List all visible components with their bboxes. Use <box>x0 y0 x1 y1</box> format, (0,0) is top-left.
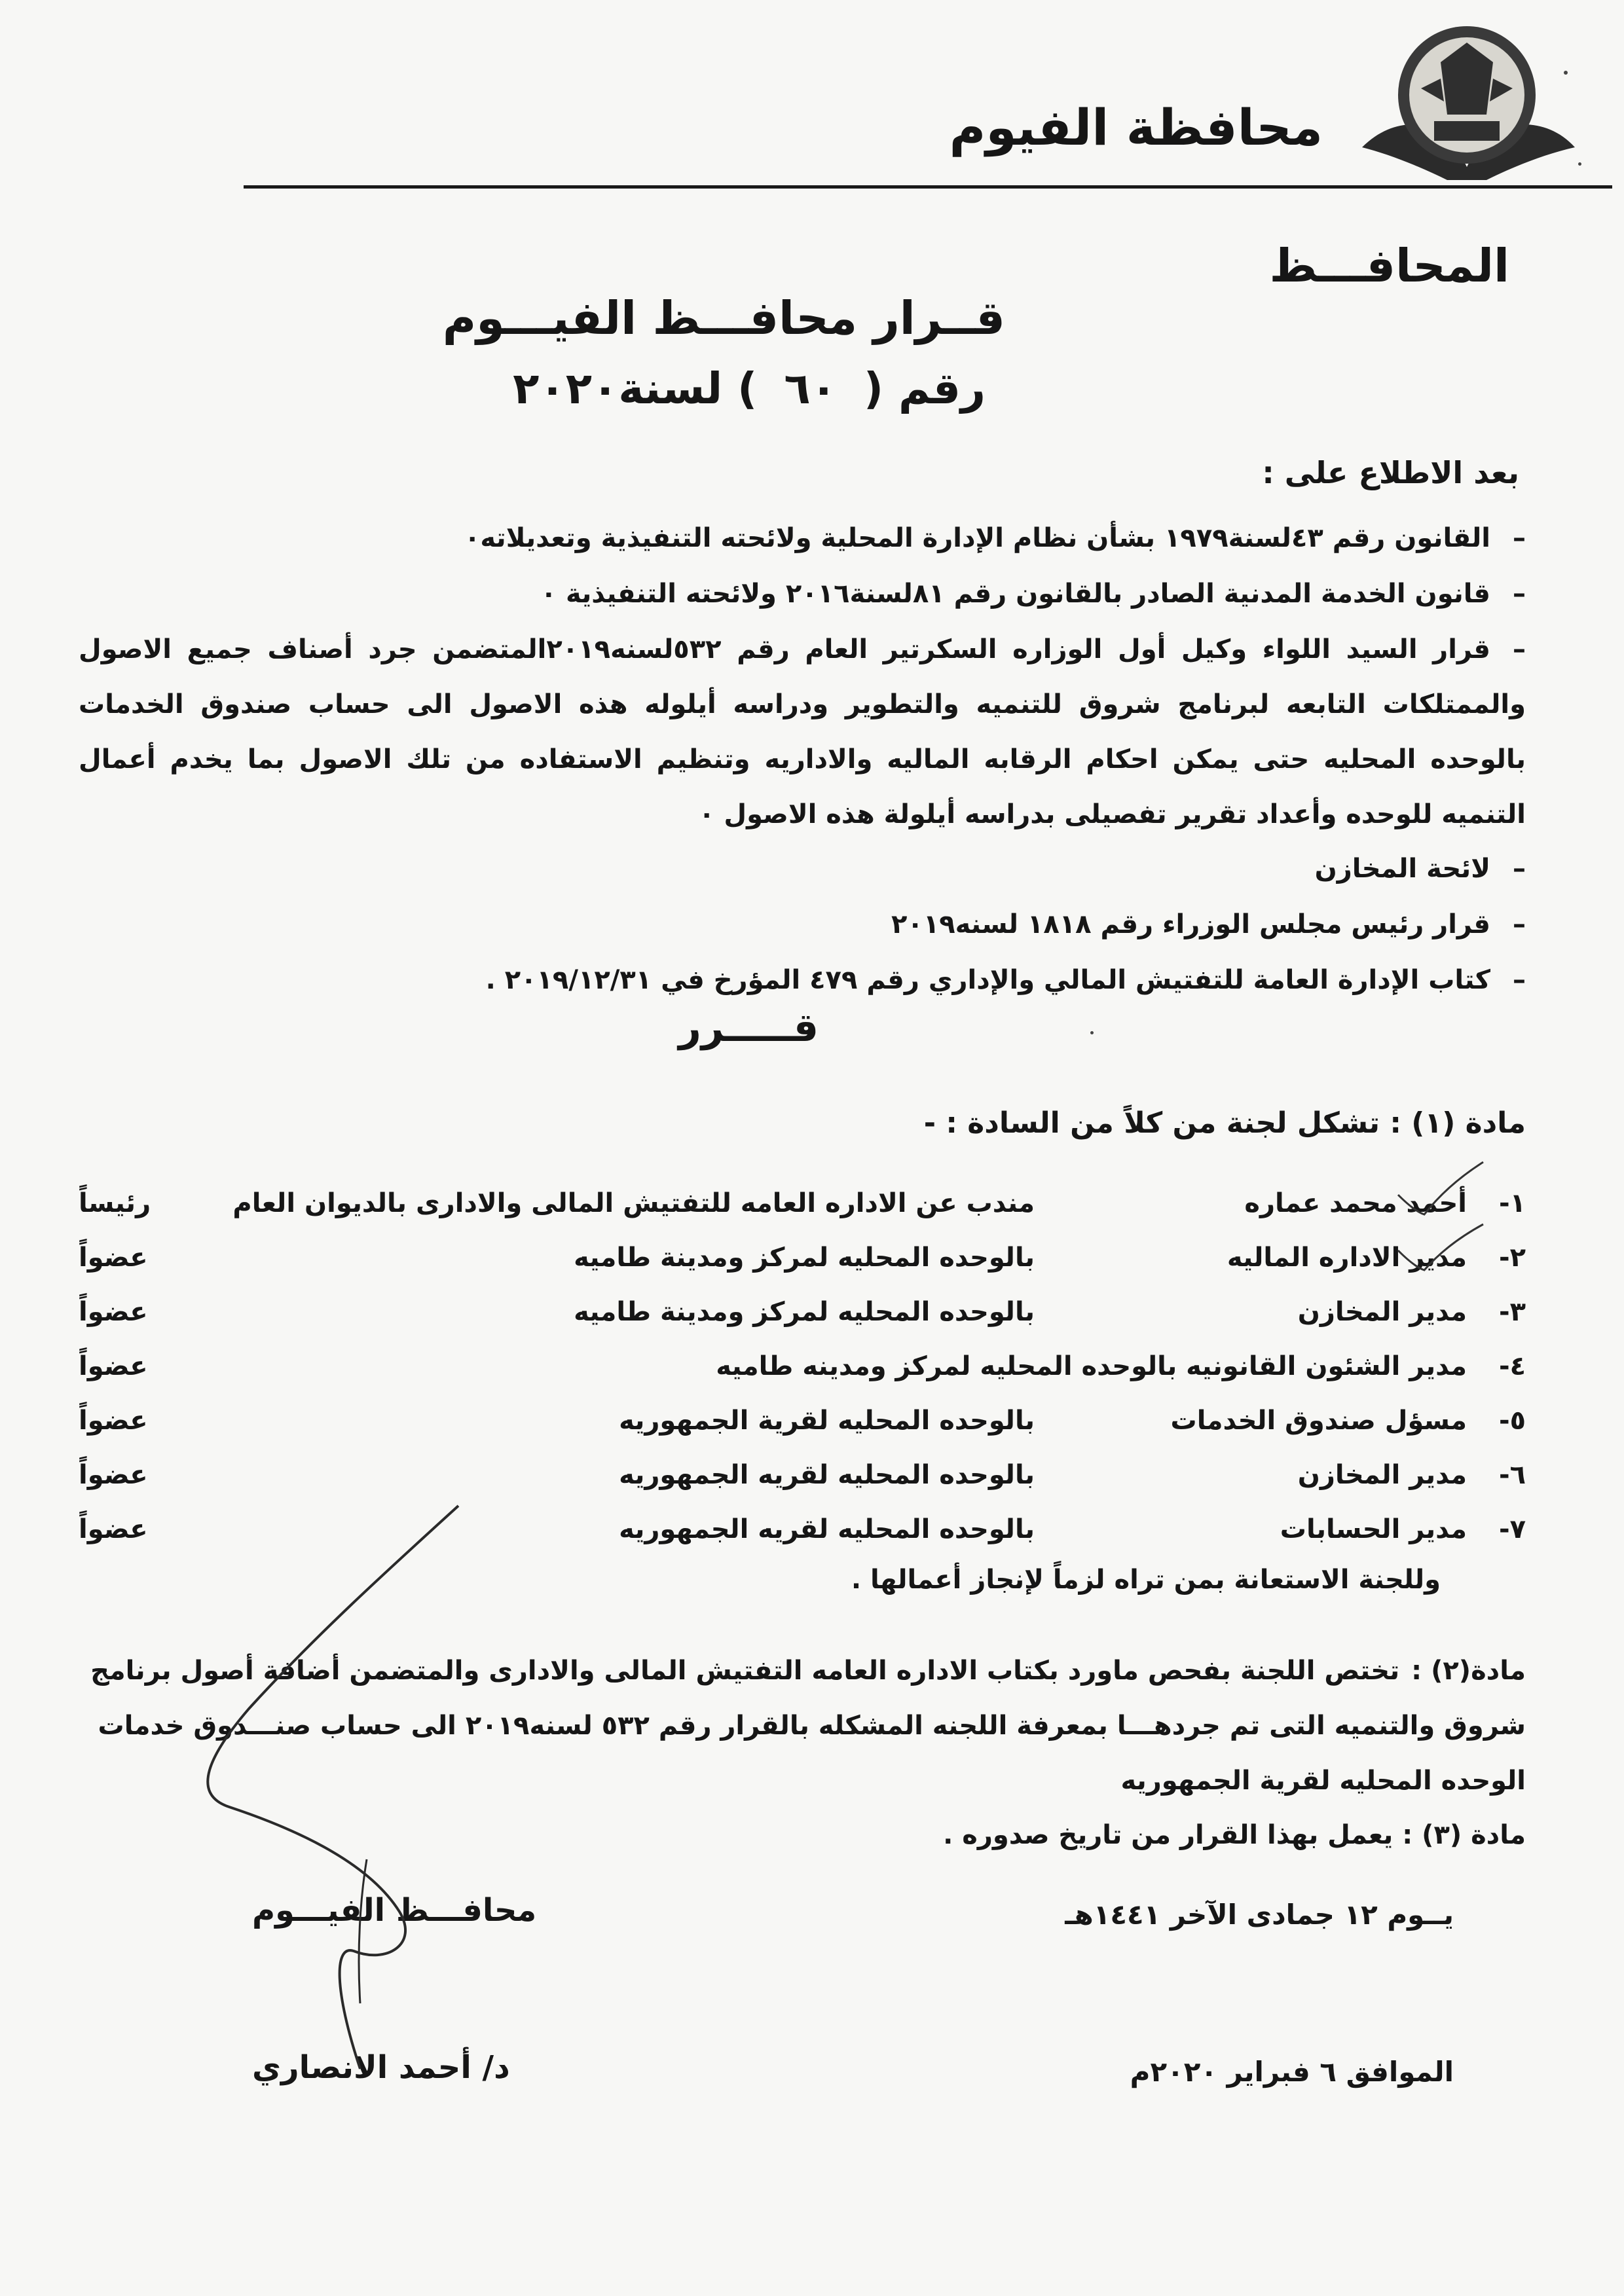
decree-number-prefix: رقم ( <box>863 363 986 414</box>
header-divider <box>244 185 1612 189</box>
scan-speck <box>1564 71 1568 75</box>
checkmark-icon <box>1395 1159 1486 1218</box>
checkmark-icon <box>1395 1221 1486 1273</box>
preamble-item: –كتاب الإدارة العامة للتفتيش المالي والإداري رقم ٤٧٩ المؤرخ في ٢٠١٩/١٢/٣١ . <box>486 953 1526 1008</box>
hijri-date: يــوم ١٢ جمادى الآخر ١٤٤١هـ <box>1065 1899 1454 1931</box>
bullet-dash-icon: – <box>1513 854 1526 884</box>
preamble-item: –قانون الخدمة المدنية الصادر بالقانون رقم ٨١لسنة٢٠١٦ ولائحته التنفيذية ٠ <box>541 566 1526 621</box>
bullet-dash-icon: – <box>1513 965 1526 995</box>
preamble-item: –قرار رئيس مجلس الوزراء رقم ١٨١٨ لسنه٢٠١٩ <box>891 897 1526 952</box>
article-2-text: تختص اللجنة بفحص ماورد بكتاب الاداره العامه التفتيش المالى والادارى والمتضمن أضافة أصول برنامج شروق والتنميه التى تم جردهـــا بمعرفة اللجنه المشكله بالقرار رقم ٥٣٢ لسنه٢٠١٩ الى حساب صنـــدوق خدمات الوحده المحليه لقرية الجمهوريه <box>90 1656 1526 1796</box>
decree-number-suffix: ) لسنة٢٠٢٠ <box>513 363 758 414</box>
decision-heading: قـــــرر <box>678 1005 819 1051</box>
committee-member-row: ٣- مدير المخازن بالوحده المحليه لمركز ومدينة طاميه عضواً <box>79 1297 1526 1327</box>
article-2-label: مادة(٢) : <box>1411 1656 1526 1686</box>
committee-member-row: ٧- مدير الحسابات بالوحده المحليه لقريه الجمهوريه عضواً <box>79 1514 1526 1544</box>
committee-assistance-note: وللجنة الاستعانة بمن تراه لزماً لإنجاز أعمالها . <box>851 1565 1441 1595</box>
bullet-dash-icon: – <box>1513 523 1526 553</box>
committee-member-row: ٢- مدير الاداره الماليه بالوحده المحليه لمركز ومدينة طاميه عضواً <box>79 1243 1526 1273</box>
governorate-logo <box>1356 16 1578 193</box>
article-3: مادة (٣) : يعمل بهذا القرار من تاريخ صدوره . <box>943 1820 1526 1850</box>
decree-number <box>513 363 986 414</box>
bullet-dash-icon: – <box>1513 909 1526 939</box>
committee-member-row: ٥- مسؤل صندوق الخدمات بالوحده المحليه لقرية الجمهوريه عضواً <box>79 1406 1526 1436</box>
preamble-heading: بعد الاطلاع على : <box>1262 455 1519 490</box>
signatory-title: محافـــظ الفيـــوم <box>252 1892 537 1929</box>
committee-member-row: ١- أحمد محمد عماره مندب عن الاداره العامه للتفتيش المالى والادارى بالديوان العام رئيساً <box>79 1188 1526 1218</box>
article-1-heading: مادة (١) : تشكل لجنة من كلاً من السادة : - <box>923 1106 1526 1140</box>
committee-member-row: ٦- مدير المخازن بالوحده المحليه لقريه الجمهوريه عضواً <box>79 1460 1526 1490</box>
bullet-dash-icon: – <box>1513 634 1526 665</box>
decree-number-value: ٦٠ <box>784 363 837 414</box>
bullet-dash-icon: – <box>1513 579 1526 609</box>
scan-speck <box>1578 162 1581 166</box>
governorate-name: محافظة الفيوم <box>949 98 1323 156</box>
preamble-item: –لائحة المخازن <box>1315 841 1526 896</box>
governor-heading: المحافـــظ <box>1269 239 1509 293</box>
decree-title: قــرار محافـــظ الفيـــوم <box>442 291 1005 345</box>
committee-member-row: ٤- مدير الشئون القانونيه بالوحده المحليه لمركز ومدينه طاميه عضواً <box>79 1351 1526 1381</box>
handwritten-signature <box>170 1493 537 2082</box>
signatory-name: د/ أحمد الانصاري <box>252 2049 510 2086</box>
gregorian-date: الموافق ٦ فبراير ٢٠٢٠م <box>1130 2056 1454 2088</box>
scan-speck <box>1090 1031 1094 1034</box>
preamble-item: –القانون رقم ٤٣لسنة١٩٧٩ بشأن نظام الإدارة المحلية ولائحته التنفيذية وتعديلاته٠ <box>464 511 1526 566</box>
preamble-item: –قرار السيد اللواء وكيل أول الوزاره السكرتير العام رقم ٥٣٢لسنه٢٠١٩المتضمن جرد أصناف جميع الاصول والممتلكات التابعه لبرنامج شروق للتنميه والتطوير ودراسه أيلوله هذه الاصول الى حساب صندوق الخدمات بالوحده المحليه حتى يمكن احكام الرقابه الماليه والاداريه وتنظيم الاستفاده من تلك الاصول بما يخدم أعمال التنميه للوحده وأعداد تقرير تفصيلى بدراسه أيلولة هذه الاصول ٠ <box>79 622 1526 842</box>
